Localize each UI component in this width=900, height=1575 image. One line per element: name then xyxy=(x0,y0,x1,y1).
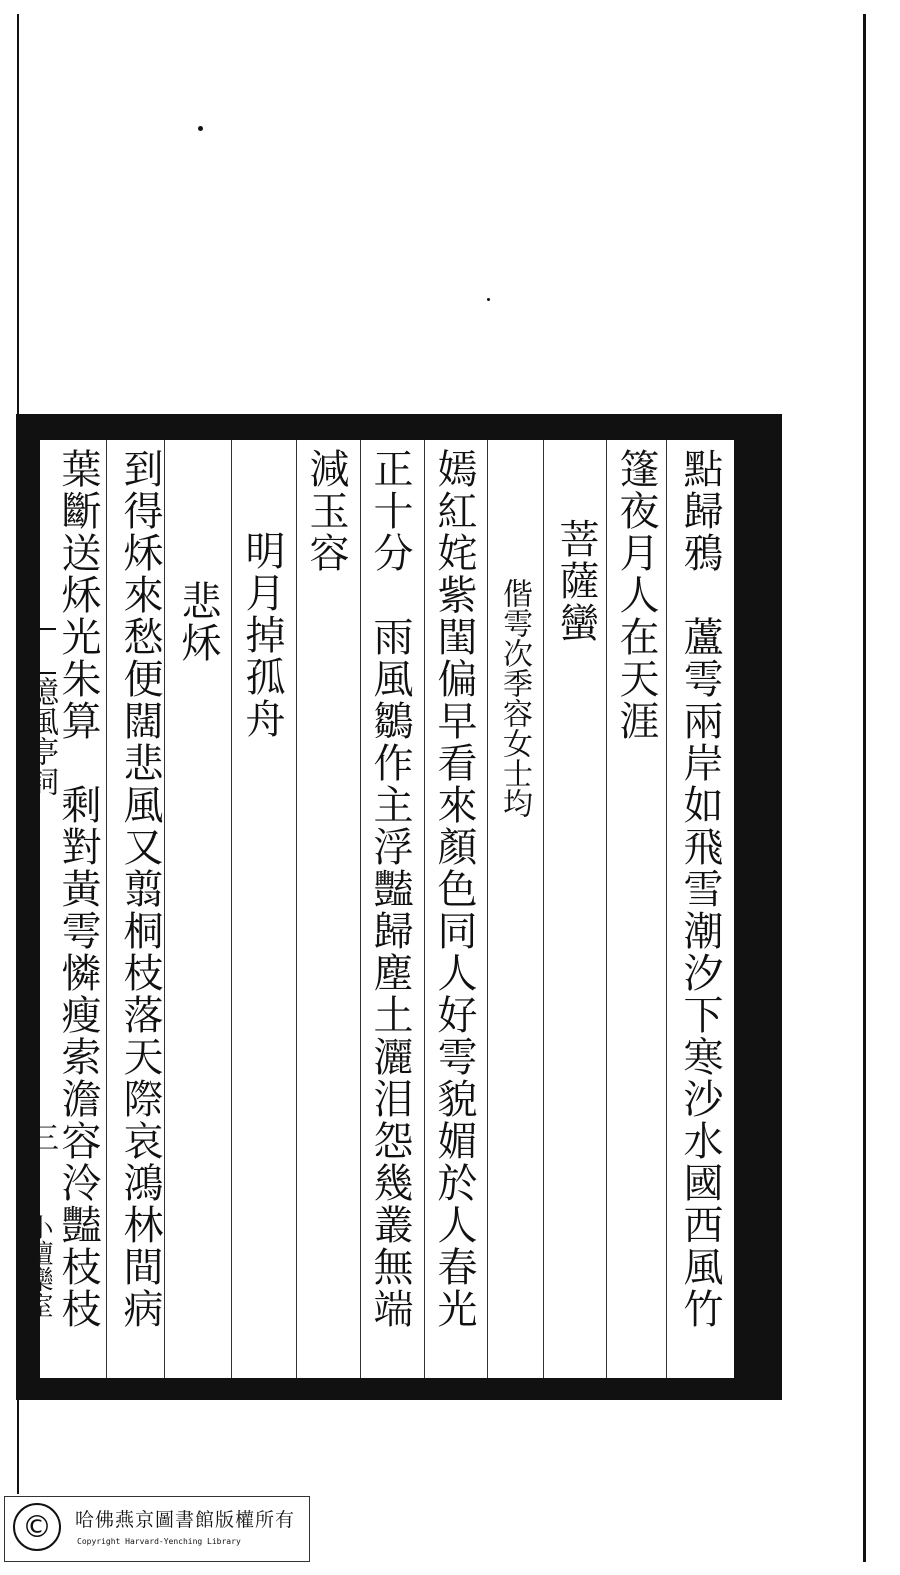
ink-speck xyxy=(487,298,490,301)
fishtail-mark xyxy=(20,628,56,674)
copyright-stamp xyxy=(4,1496,310,1562)
text-panel xyxy=(40,440,734,1378)
text-column: 點歸鴉 蘆雩兩岸如飛雪潮汐下寒沙水國西風竹 xyxy=(677,448,723,1330)
text-column: 明月掉孤舟 xyxy=(239,530,285,740)
studio-name: 小檀欒室 xyxy=(23,1214,53,1318)
text-column: 葉斷送秌光朱算 剩對黃雩憐瘦索澹容泠豔枝枝 xyxy=(55,448,101,1330)
copyright-english: Copyright Harvard-Yenching Library xyxy=(77,1537,241,1546)
poem-title-column: 悲秌 xyxy=(175,580,221,664)
copyright-chinese: 哈佛燕京圖書館版權所有 xyxy=(75,1509,296,1531)
page-right-rule xyxy=(863,14,866,1562)
text-column: 減玉容 xyxy=(303,448,349,574)
text-column: 篷夜月人在天涯 xyxy=(613,448,659,742)
book-title: 憶風亭詞 xyxy=(23,676,58,796)
text-column: 嫣紅姹紫閨偏早看來顏色同人好雩貌媚於人春光 xyxy=(431,448,477,1330)
poem-subtitle-column: 偕雩次季容女士均 xyxy=(497,578,532,818)
page-number: 三 xyxy=(23,1122,58,1152)
text-column: 正十分 雨風鶵作主浮豔歸塵土灑泪怨幾叢無端 xyxy=(367,448,413,1330)
poem-title-column: 菩薩蠻 xyxy=(553,518,599,644)
copyright-icon: © xyxy=(13,1503,61,1551)
text-column: 到得秌來愁便闊悲風又翦桐枝落天際哀鴻林間病 xyxy=(117,448,163,1330)
ink-speck xyxy=(198,126,203,131)
